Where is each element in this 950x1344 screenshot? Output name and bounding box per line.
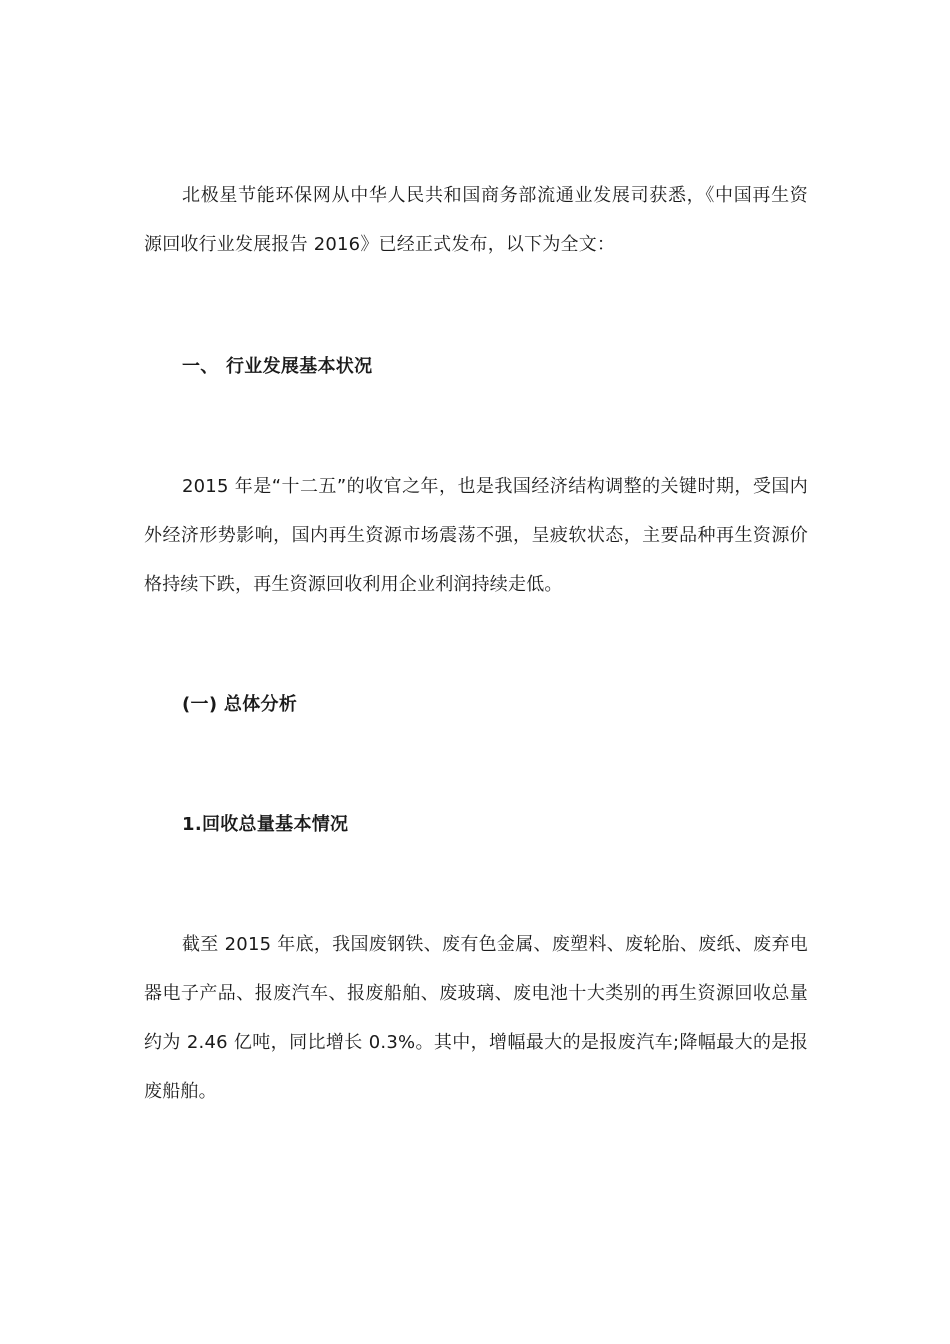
section-title: 行业发展基本状况: [226, 356, 373, 377]
subsection-heading: (一) 总体分析: [182, 694, 298, 715]
section-number: 一、: [182, 356, 219, 377]
subsubsection-heading: 1.回收总量基本情况: [182, 814, 349, 835]
body-paragraph-1: 2015 年是“十二五”的收官之年，也是我国经济结构调整的关键时期，受国内外经济形势影响，国内再生资源市场震荡不强，呈疲软状态，主要品种再生资源价格持续下跌，再生资源回收利用企业利润持续走低。: [144, 476, 808, 595]
intro-paragraph: 北极星节能环保网从中华人民共和国商务部流通业发展司获悉，《中国再生资源回收行业发展报告 2016》已经正式发布，以下为全文：: [144, 185, 808, 255]
section-heading-1: [182, 352, 372, 382]
body-paragraph-2: 截至 2015 年底，我国废钢铁、废有色金属、废塑料、废轮胎、废纸、废弃电器电子产品、报废汽车、报废船舶、废玻璃、废电池十大类别的再生资源回收总量约为 2.46 亿吨，同比增长 0.3%。其中，增幅最大的是报废汽车;降幅最大的是报废船舶。: [144, 934, 808, 1102]
